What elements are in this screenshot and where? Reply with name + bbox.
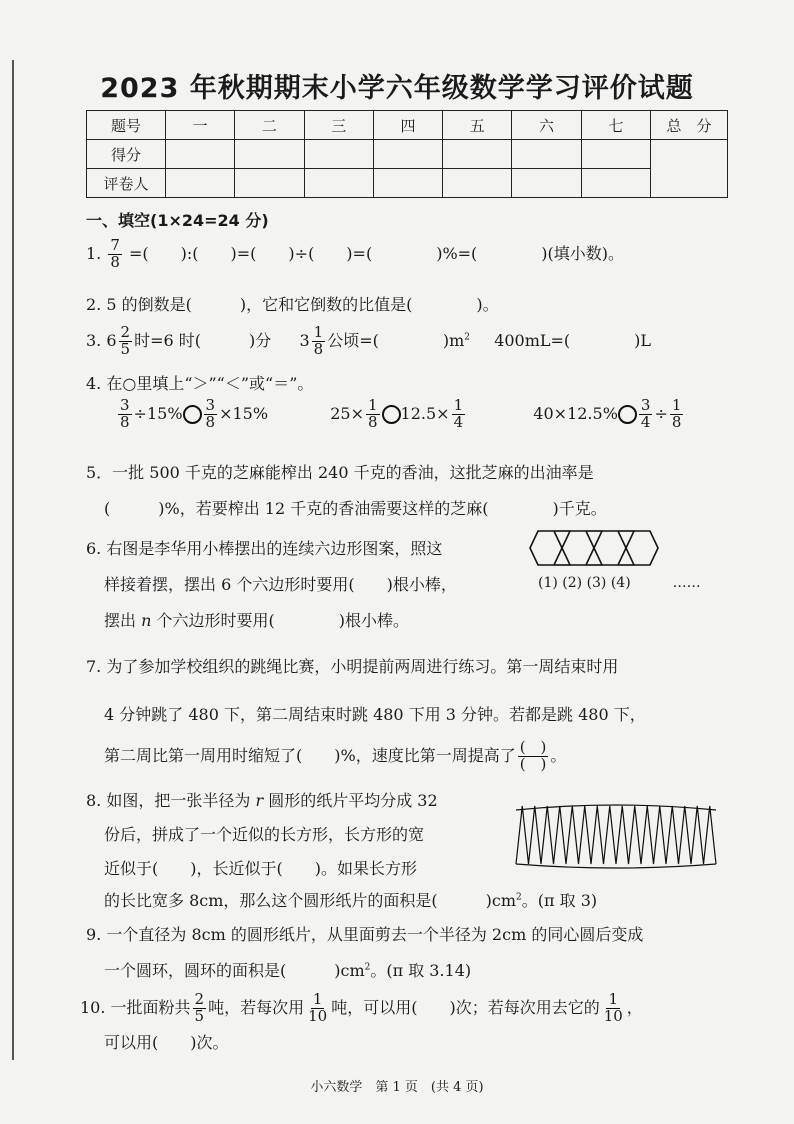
- score-header-cell: 五: [443, 111, 512, 140]
- compare-circle[interactable]: [382, 405, 401, 424]
- question-5-line-2: ( )%，若要榨出 12 千克的香油需要这样的芝麻( )千克。: [104, 499, 607, 518]
- grader-cell[interactable]: [512, 169, 581, 198]
- total-score-cell[interactable]: [651, 140, 728, 198]
- section-heading: 一、填空(1×24=24 分): [86, 211, 269, 230]
- score-cell[interactable]: [304, 140, 373, 169]
- grader-cell[interactable]: [373, 169, 442, 198]
- page-title: 2023 年秋期期末小学六年级数学学习评价试题: [100, 73, 694, 104]
- q1-number: 1.: [86, 243, 102, 263]
- q3-fraction-2: $\frac{1}{8}$: [313, 323, 324, 358]
- score-cell[interactable]: [581, 140, 650, 169]
- grader-cell[interactable]: [235, 169, 304, 198]
- score-header-cell: 二: [235, 111, 304, 140]
- question-6-line-2: 样接着摆，摆出 6 个六边形时要用( )根小棒，: [104, 575, 457, 594]
- grader-cell[interactable]: [304, 169, 373, 198]
- score-cell[interactable]: [373, 140, 442, 169]
- question-10-line-2: 可以用( )次。: [104, 1033, 229, 1052]
- score-header-cell: 三: [304, 111, 373, 140]
- question-4: 4. 在○里填上“＞”“＜”或“＝”。: [86, 374, 314, 393]
- q1-fraction: $\frac{7}{8}$: [110, 236, 120, 271]
- score-cell[interactable]: [443, 140, 512, 169]
- question-7-line-2: 4 分钟跳了 480 下，第二周结束时跳 480 下用 3 分钟。若都是跳 480 下，: [104, 705, 646, 724]
- compare-circle[interactable]: [618, 405, 637, 424]
- page-footer: 小六数学 第 1 页 (共 4 页): [310, 1080, 484, 1095]
- score-table: [86, 110, 728, 198]
- hexagon-pattern-figure: [528, 528, 678, 570]
- q7-fraction-blank[interactable]: $\frac{( )}{( )}$: [519, 738, 547, 773]
- score-header-total: 总 分: [651, 111, 728, 140]
- grader-cell[interactable]: [581, 169, 650, 198]
- question-8-line-1: 8. 如图，把一张半径为 r 圆形的纸片平均分成 32: [86, 791, 438, 810]
- question-2: 2. 5 的倒数是( )，它和它倒数的比值是( )。: [86, 295, 499, 314]
- question-6-line-1: 6. 右图是李华用小棒摆出的连续六边形图案，照这: [86, 539, 443, 558]
- q4-compare-row: $\frac{3}{8}$ ÷15% $\frac{3}{8}$ ×15% 25× $\frac{1}{8}$ 12.5× $\frac{1}{4}$ 40×12.5% $\frac{3}{4}$ ÷ $\frac{1}{8}$: [120, 396, 682, 431]
- score-header-cell: 六: [512, 111, 581, 140]
- question-8-line-2: 份后，拼成了一个近似的长方形，长方形的宽: [104, 825, 425, 844]
- question-9-line-1: 9. 一个直径为 8cm 的圆形纸片，从里面剪去一个半径为 2cm 的同心圆后变成: [86, 925, 644, 944]
- question-10-line-1: 10. 一批面粉共 $\frac{2}{5}$ 吨，若每次用 $\frac{1}{10}$ 吨，可以用( )次；若每次用去它的 $\frac{1}{10}$ ，: [80, 990, 643, 1025]
- circle-to-rectangle-figure: [510, 798, 724, 872]
- score-cell[interactable]: [235, 140, 304, 169]
- question-1: [86, 238, 624, 271]
- score-header-cell: 七: [581, 111, 650, 140]
- score-header-cell: 四: [373, 111, 442, 140]
- score-row-label: 得分: [87, 140, 166, 169]
- score-cell[interactable]: [512, 140, 581, 169]
- grader-cell[interactable]: [166, 169, 235, 198]
- question-6-line-3: 摆出 n 个六边形时要用( )根小棒。: [104, 611, 409, 630]
- question-8-line-4: 的长比宽多 8cm，那么这个圆形纸片的面积是( )$cm^2$。(π 取 3): [104, 891, 598, 910]
- compare-circle[interactable]: [183, 405, 202, 424]
- binding-line: [12, 60, 14, 1060]
- question-9-line-2: 一个圆环，圆环的面积是( )$cm^2$。(π 取 3.14): [104, 961, 472, 980]
- q1-text: =( ):( )=( )÷( )=( )%=( )(填小数)。: [129, 243, 625, 263]
- grader-cell[interactable]: [443, 169, 512, 198]
- score-header-cell: 一: [166, 111, 235, 140]
- hexagon-labels: (1) (2) (3) (4) ……: [538, 575, 701, 591]
- score-row-label: 评卷人: [87, 169, 166, 198]
- question-3: 3. 6 $\frac{2}{5}$ 时=6 时( )分 3 $\frac{1}{8}$ 公顷=( )$m^2$ 400mL=( )L: [86, 323, 652, 358]
- question-8-line-3: 近似于( )，长近似于( )。如果长方形: [104, 859, 417, 878]
- question-7-line-1: 7. 为了参加学校组织的跳绳比赛，小明提前两周进行练习。第一周结束时用: [86, 657, 619, 676]
- q3-fraction-1: $\frac{2}{5}$: [120, 323, 131, 358]
- question-5-line-1: 5．一批 500 千克的芝麻能榨出 240 千克的香油，这批芝麻的出油率是: [86, 463, 594, 482]
- score-cell[interactable]: [166, 140, 235, 169]
- score-header-cell: 题号: [87, 111, 166, 140]
- question-7-line-3: 第二周比第一周用时缩短了( )%，速度比第一周提高了 $\frac{( )}{( )}$ 。: [104, 738, 567, 773]
